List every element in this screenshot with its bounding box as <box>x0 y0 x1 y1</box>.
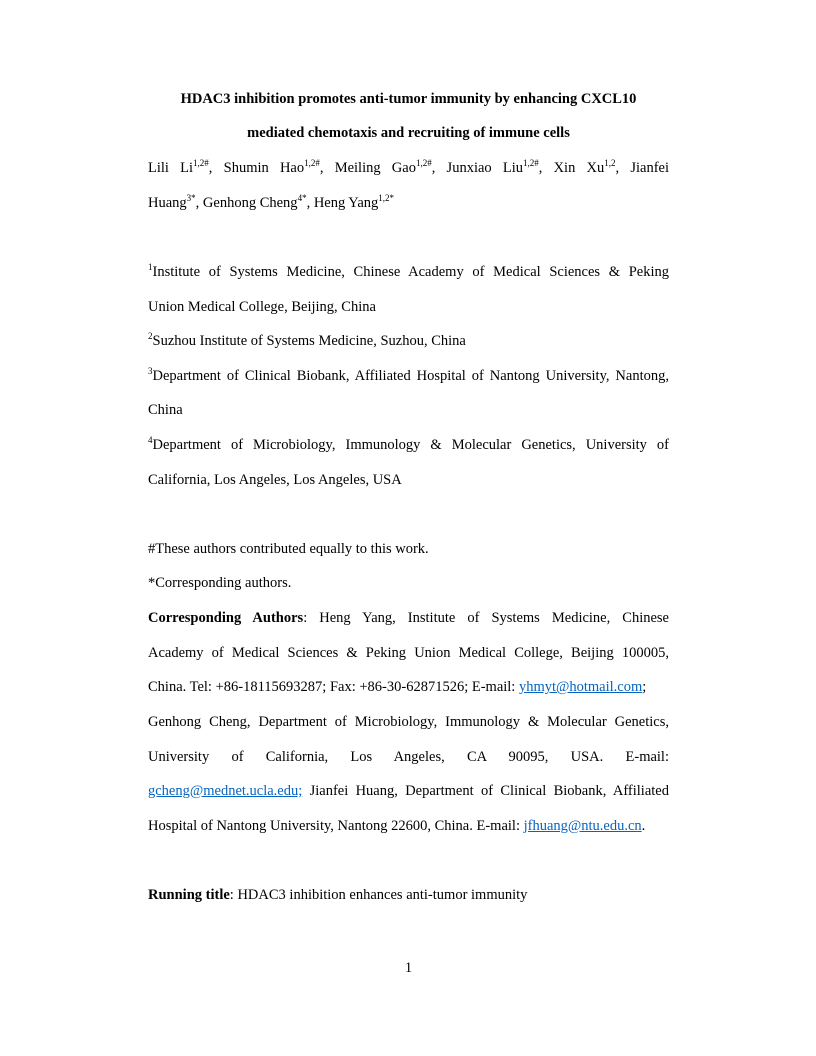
author-sup: 1,2 <box>604 158 616 168</box>
corresponding-label: Corresponding Authors <box>148 610 304 626</box>
authors-line-1: Lili $Li^{1,2\#}$, Shumin Hao$^{1,2\#}$, Meiling Gao$^{1,2\#}$, Junxiao Liu$^{1,2\#}$, Xin Xu$^{1,2}$, Jianfei <box>148 158 669 176</box>
running-title <box>148 887 669 904</box>
corresponding-text: Jianfei Huang, Department of Clinical Biobank, Affiliated <box>302 783 669 799</box>
affiliation-num: 1 <box>148 262 153 272</box>
affiliation-text: Department of Microbiology, Immunology & Molecular Genetics, University of <box>152 437 669 453</box>
page-number: 1 <box>404 960 413 976</box>
title-line-2: mediated chemotaxis and recruiting of immune cells <box>247 125 570 141</box>
affiliation-4-line-2: California, Los Angeles, Los Angeles, USA <box>148 472 402 488</box>
author-name: Meiling Gao <box>334 160 416 176</box>
corresponding-line-2: Academy of Medical Sciences & Peking Union Medical College, Beijing 100005, <box>148 645 669 661</box>
punct: . <box>641 818 646 834</box>
punct: ; <box>642 679 647 695</box>
affiliation-num: 4 <box>148 435 153 445</box>
author-name: Genhong Cheng <box>202 195 298 211</box>
affiliation-4-line-1 <box>148 437 669 454</box>
affiliation-num: 2 <box>148 331 153 341</box>
author-name: Heng Yang <box>313 195 379 211</box>
affiliation-1-line-1 <box>148 264 669 281</box>
corresponding-note: *Corresponding authors. <box>148 575 292 591</box>
email-link-cheng[interactable]: gcheng@mednet.ucla.edu; <box>148 783 303 799</box>
affiliation-1-line-2: Union Medical College, Beijing, China <box>148 299 376 315</box>
affiliation-text: Suzhou Institute of Systems Medicine, Suzhou, China <box>152 333 466 349</box>
author-sup: 1,2# <box>304 158 320 168</box>
author-sup: 1,2# <box>193 158 209 168</box>
title-line-1: HDAC3 inhibition promotes anti-tumor immunity by enhancing CXCL10 <box>180 91 637 107</box>
running-title-label: Running title <box>148 887 230 903</box>
affiliation-3-line-2: China <box>148 402 183 418</box>
author-name: Shumin Hao <box>223 160 305 176</box>
corresponding-text: Hospital of Nantong University, Nantong 22600, China. E-mail: <box>148 818 524 834</box>
author-sup: 1,2# <box>415 158 432 168</box>
equal-contribution-note: #These authors contributed equally to this work. <box>148 541 429 557</box>
author-name-part: Jianfei <box>630 160 669 176</box>
author-name: Xin Xu <box>553 160 605 176</box>
affiliation-num: 3 <box>148 366 153 376</box>
paper-page <box>148 0 669 1056</box>
author-sup: 3* <box>186 193 196 203</box>
author-name: Junxiao Liu <box>446 160 523 176</box>
email-link-yang[interactable]: yhmyt@hotmail.com <box>518 679 643 695</box>
author-sup: 4* <box>297 193 307 203</box>
affiliation-3-line-1 <box>148 368 669 385</box>
author-name: Lili Li <box>148 160 194 176</box>
corresponding-line-5: University of California, Los Angeles, CA 90095, USA. E-mail: <box>148 749 669 765</box>
corresponding-line-7 <box>148 818 669 835</box>
corresponding-line-1 <box>148 610 669 627</box>
authors-line-2: Huang$^{3*}$, Genhong Cheng$^{4*}$, Heng Yang$^{1,2*}$ <box>148 193 395 211</box>
author-sup: 1,2# <box>523 158 539 168</box>
affiliation-2 <box>148 333 669 350</box>
corresponding-line-3 <box>148 679 669 696</box>
corresponding-text: : Heng Yang, Institute of Systems Medicine, Chinese <box>303 610 669 626</box>
affiliation-text: Institute of Systems Medicine, Chinese Academy of Medical Sciences & Peking <box>152 264 669 280</box>
running-title-text: : HDAC3 inhibition enhances anti-tumor immunity <box>229 887 528 903</box>
affiliation-text: Department of Clinical Biobank, Affiliated Hospital of Nantong University, Nantong, <box>152 368 669 384</box>
author-sup: 1,2* <box>378 193 395 203</box>
corresponding-text: China. Tel: +86-18115693287; Fax: +86-30-62871526; E-mail: <box>148 679 519 695</box>
corresponding-line-6 <box>148 783 669 800</box>
corresponding-line-4: Genhong Cheng, Department of Microbiology, Immunology & Molecular Genetics, <box>148 714 669 730</box>
email-link-huang[interactable]: jfhuang@ntu.edu.cn <box>523 818 642 834</box>
